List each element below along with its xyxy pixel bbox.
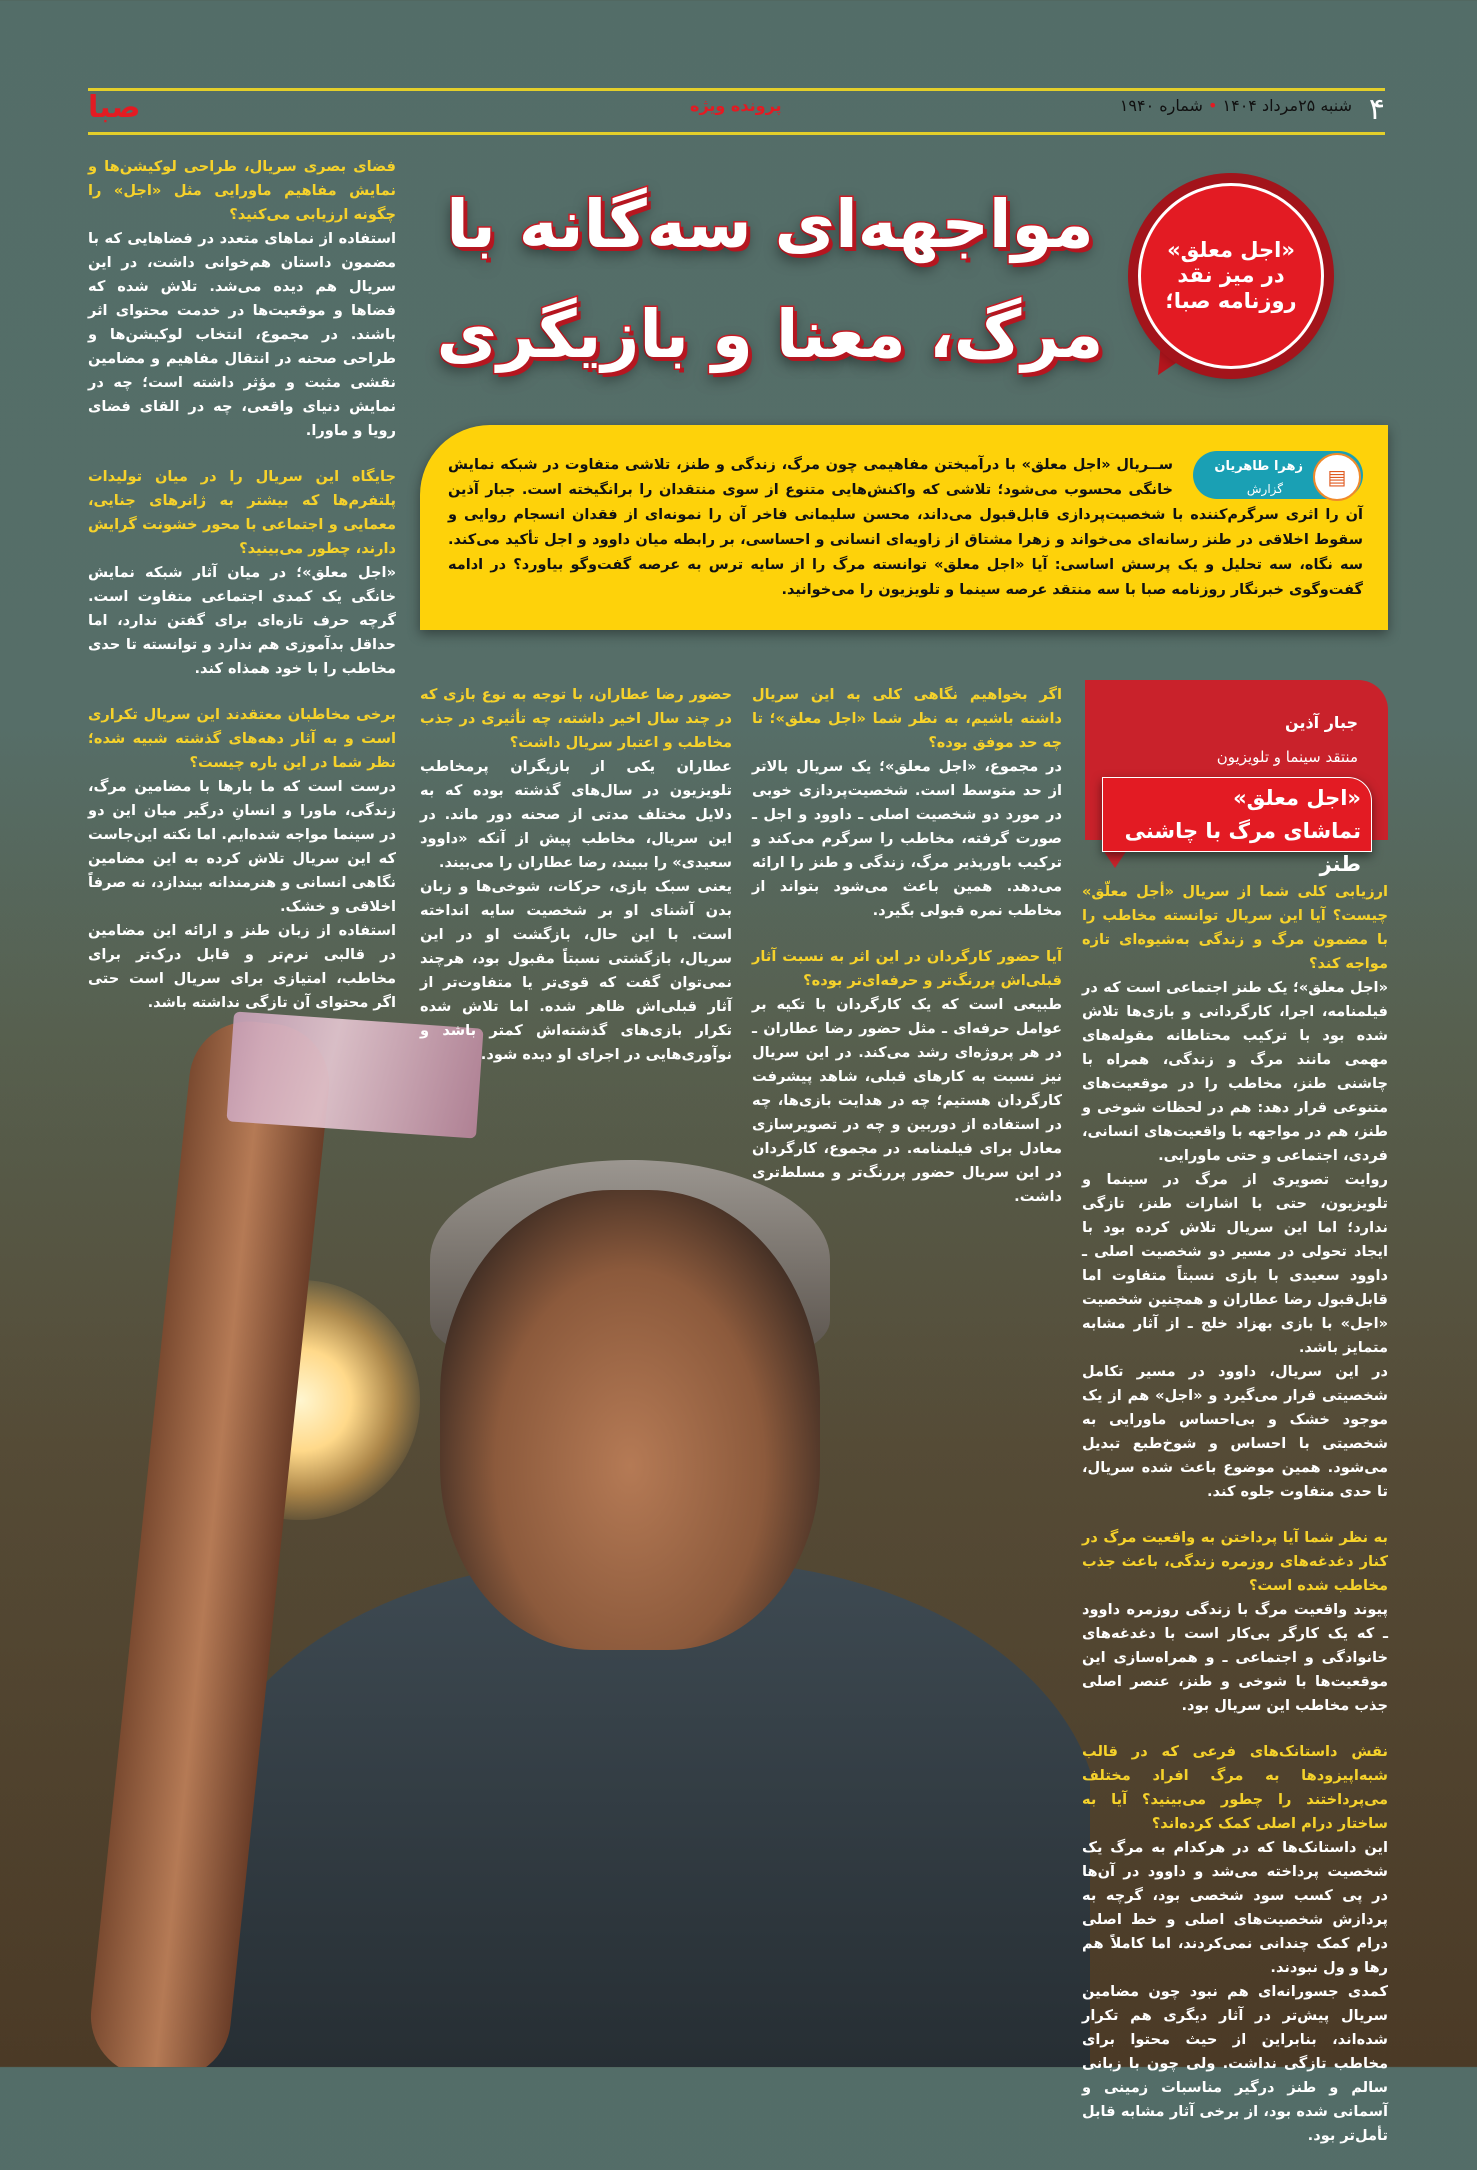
interview-answer: روایت تصویری از مرگ در سینما و تلویزیون، حتی با اشارات طنز، تازگی ندارد؛ اما این سریال تلاش کرده بود با ایجاد تحولی در مسیر دو شخصیت اصلی ـ داوود سعیدی با بازی نسبتاً متفاوت اما قابل‌قبول رضا عطاران و همچنین شخصیت «اجل» با بازی بهزاد خلج ـ از آثار مشابه متمایز باشد. bbox=[1082, 1171, 1388, 1356]
qa-block bbox=[88, 155, 396, 443]
critic-headline-line: تماشای مرگ با چاشنی طنز bbox=[1124, 819, 1361, 876]
page-number: ۴ bbox=[1368, 92, 1385, 127]
critic-role: منتقد سینما و تلویزیون bbox=[1216, 748, 1358, 766]
qa-block bbox=[752, 945, 1062, 1209]
interview-answer: پیوند واقعیت مرگ با زندگی روزمره داوود ـ که یک کارگر بی‌کار است با دغدغه‌های خانوادگی و اجتماعی ـ و همراه‌سازی این موقعیت‌ها با شوخی و طنز، عنصر اصلی جذب مخاطب این سریال بود. bbox=[1082, 1601, 1388, 1714]
reporter-badge bbox=[1193, 451, 1363, 503]
issue-info bbox=[1120, 96, 1352, 115]
header-rule-top bbox=[88, 88, 1385, 91]
interview-answer: درست است که ما بارها با مضامین مرگ، زندگی، ماورا و انسانِ درگیر میان این دو در سینما مواجه شده‌ایم. اما نکته این‌جاست که این سریال تلاش کرده به این مضامین نگاهی انسانی و هنرمندانه بیندازد، نه صرفاً اخلاقی و خشک. bbox=[88, 778, 396, 915]
interview-answer: طبیعی است که یک کارگردان با تکیه بر عوامل حرفه‌ای ـ مثل حضور رضا عطاران ـ در هر پروژه‌ای رشد می‌کند. در این سریال نیز نسبت به کارهای قبلی، شاهد پیشرفت کارگردان هستیم؛ چه در هدایت بازی‌ها، چه در استفاده از دوربین و چه در تصویرسازی معادل برای فیلمنامه. در مجموع، کارگردان در این سریال حضور پررنگ‌تر و مسلط‌تری داشت. bbox=[752, 996, 1062, 1205]
qa-block bbox=[420, 683, 732, 1067]
interview-answer: کمدی جسورانه‌ای هم نبود چون مضامین سریال پیش‌تر در آثار دیگری هم تکرار شده‌اند، بنابراین از حیث محتوا برای مخاطب تازگی نداشت. ولی چون با زبانی سالم و طنز درگیر مناسبات زمینی و آسمانی شده بود، از برخی آثار مشابه قابل تأمل‌تر بود. bbox=[1082, 1983, 1388, 2144]
section-label: پرونده ویژه bbox=[690, 96, 782, 115]
interview-question: اگر بخواهیم نگاهی کلی به این سریال داشته باشیم، به نظر شما «اجل معلق»؛ تا چه حد موفق بوده؟ bbox=[752, 686, 1062, 751]
critic-headline bbox=[1102, 777, 1372, 876]
interview-question: برخی مخاطبان معتقدند این سریال تکراری است و به آثار دهه‌های گذشته شبیه شده؛ نظر شما در این باره چیست؟ bbox=[88, 706, 396, 771]
critic-name: جبار آذین bbox=[1285, 713, 1358, 732]
interview-question: نقش داستانک‌های فرعی که در قالب شبه‌اپیزودها به مرگ افراد مختلف می‌پرداختند را چطور می‌بینید؟ آیا به ساختار درام اصلی کمک کرده‌اند؟ bbox=[1082, 1743, 1388, 1832]
bullet: • bbox=[1207, 96, 1218, 115]
interview-question: حضور رضا عطاران، با توجه به نوع بازی که در چند سال اخیر داشته، چه تأثیری در جذب مخاطب و اعتبار سریال داشت؟ bbox=[420, 686, 732, 751]
qa-block bbox=[1082, 1740, 1388, 2148]
interview-question: آیا حضور کارگردان در این اثر به نسبت آثار قبلی‌اش پررنگ‌تر و حرفه‌ای‌تر بوده؟ bbox=[752, 948, 1062, 989]
interview-answer: این داستانک‌ها که در هرکدام به مرگ یک شخصیت پرداخته می‌شد و داوود در آن‌ها در پی کسب سود شخصی بود، گرچه به پردازش شخصیت‌های اصلی و خط اصلی درام کمک چندانی نمی‌کردند، اما کاملاً هم رها و ول نبودند. bbox=[1082, 1839, 1388, 1976]
column-middle-left bbox=[420, 683, 732, 1089]
interview-question: فضای بصری سریال، طراحی لوکیشن‌ها و نمایش مفاهیم ماورایی مثل «اجل» را چگونه ارزیابی می‌کنید؟ bbox=[88, 158, 396, 223]
interview-answer: یعنی سبک بازی، حرکات، شوخی‌ها و زبان بدن آشنای او بر شخصیت سایه انداخته است. با این حال، بازگشت او در این سریال، بازگشتی نسبتاً مقبول بود، هرچند نمی‌توان گفت که قوی‌تر یا متفاوت‌تر از آثار قبلی‌اش ظاهر شده. اما تلاش شده تکرار بازی‌های گذشته‌اش کمتر باشد و نوآوری‌هایی در اجرای او دیده شود. bbox=[420, 878, 732, 1063]
qa-block bbox=[88, 465, 396, 681]
qa-block bbox=[1082, 880, 1388, 1504]
date: شنبه ۲۵مرداد ۱۴۰۴ bbox=[1222, 96, 1352, 115]
interview-answer: در این سریال، داوود در مسیر تکامل شخصیتی قرار می‌گیرد و «اجل» هم از یک موجود خشک و بی‌احساس ماورایی به شخصیتی با احساس و شوخ‌طبع تبدیل می‌شود. همین موضوع باعث شده سریال، تا حدی متفاوت جلوه کند. bbox=[1082, 1363, 1388, 1500]
interview-question: جایگاه این سریال را در میان تولیدات پلتفرم‌ها که بیشتر به ژانرهای جنایی، معمایی و اجتماعی با محور خشونت گرایش دارند، چطور می‌بینید؟ bbox=[88, 468, 396, 557]
header-rule-bottom bbox=[88, 132, 1385, 135]
reporter-name: زهرا طاهریان bbox=[1214, 459, 1303, 474]
interview-answer: «اجل معلق»؛ یک طنز اجتماعی است که در فیلمنامه، اجرا، کارگردانی و بازی‌ها تلاش شده بود با ترکیب محتاطانه مقوله‌های مهمی مانند مرگ و زندگی، همراه با چاشنی طنز، مخاطب را در موقعیت‌های متنوعی قرار دهد: هم در لحظات شوخی و طنز، هم در مواجهه با واقعیت‌های انسانی، فردی، اجتماعی و حتی ماورایی. bbox=[1082, 979, 1388, 1164]
qa-block bbox=[88, 703, 396, 1015]
qa-block bbox=[752, 683, 1062, 923]
qa-block bbox=[1082, 1526, 1388, 1718]
headline-line-2: مرگ، معنا و بازیگری bbox=[436, 296, 1104, 373]
document-icon: ▤ bbox=[1313, 453, 1361, 501]
interview-answer: در مجموع، «اجل معلق»؛ یک سریال بالاتر از حد متوسط است. شخصیت‌پردازی خوبی در مورد دو شخصیت اصلی ـ داوود و اجل ـ صورت گرفته، مخاطب را سرگرم می‌کند و ترکیب باورپذیر مرگ، زندگی و طنز را ارائه می‌دهد. همین باعث می‌شود بتواند از مخاطب نمره قبولی بگیرد. bbox=[752, 758, 1062, 919]
bubble-line: روزنامه صبا؛ bbox=[1165, 288, 1297, 313]
kicker-bubble bbox=[1138, 183, 1324, 369]
column-right bbox=[1082, 880, 1388, 2170]
interview-answer: عطاران یکی از بازیگران پرمخاطب تلویزیون در سال‌های گذشته بوده که به دلایل مختلف مدتی از صحنه دور ماند. در این سریال، مخاطب پیش از آنکه «داوود سعیدی» را ببیند، رضا عطاران را می‌بیند. bbox=[420, 758, 732, 871]
bubble-line: «اجل معلق» bbox=[1167, 238, 1295, 263]
interview-answer: استفاده از نماهای متعدد در فضاهایی که با مضمون داستان هم‌خوانی داشت، در این سریال هم دیده می‌شد. تلاش شده که فضاها و موقعیت‌ها در خدمت محتوای اثر باشند. در مجموع، انتخاب لوکیشن‌ها و طراحی صحنه در انتقال مفاهیم و مضامین نقشی مثبت و مؤثر داشته است؛ چه در نمایش دنیای واقعی، چه در القای فضای رویا و ماورا. bbox=[88, 230, 396, 439]
interview-question: به نظر شما آیا پرداختن به واقعیت مرگ در کنار دغدغه‌های روزمره زندگی، باعث جذب مخاطب شده است؟ bbox=[1082, 1529, 1388, 1594]
interview-answer: «اجل معلق»؛ در میان آثار شبکه نمایش خانگی یک کمدی اجتماعی متفاوت است. گرچه حرف تازه‌ای برای گفتن ندارد، اما حداقل بدآموزی هم ندارد و توانسته تا حدی مخاطب را با خود همذاه کند. bbox=[88, 564, 396, 677]
column-left bbox=[88, 155, 396, 1037]
lead-box bbox=[420, 425, 1388, 630]
issue-number: شماره ۱۹۴۰ bbox=[1119, 96, 1203, 115]
lead-text-wrap bbox=[448, 453, 1363, 603]
newspaper-logo: صبا bbox=[88, 90, 141, 125]
headline-line-1: مواجهه‌ای سه‌گانه با bbox=[446, 186, 1094, 263]
lead-text: ســریال «اجل معلق» با درآمیختن مفاهیمی چون مرگ، زندگی و طنز، تلاشی متفاوت در شبکه نمایش خانگی محسوب می‌شود؛ تلاشی که واکنش‌هایی متنوع از سوی منتقدان را برانگیخته است. جبار آذین آن را اثری سرگرم‌کننده با شخصیت‌پردازی قابل‌قبول می‌داند، محسن سلیمانی فاخر آن را نمونه‌ای از فقدان انسجام روایی و سقوط اخلاقی در طنز رسانه‌ای می‌خواند و زهرا مشتاق از زاویه‌ای انسانی و احساسی، بر رابطه میان داوود و اجل تأکید می‌کند. سه نگاه، سه تحلیل و یک پرسش اساسی: آیا «اجل معلق» توانسته مرگ را از سایه ترس به عرصه گفت‌وگو بیاورد؟ در ادامه گفت‌وگوی خبرنگار روزنامه صبا با سه منتقد عرصه سینما و تلویزیون را می‌خوانید. bbox=[448, 457, 1363, 598]
actor-face bbox=[440, 1190, 820, 1650]
column-middle-right bbox=[752, 683, 1062, 1231]
reporter-role: گزارش bbox=[1246, 482, 1283, 496]
interview-answer: استفاده از زبان طنز و ارائه این مضامین در قالبی نرم‌تر و قابل درک‌تر برای مخاطب، امتیازی برای سریال است حتی اگر محتوای آن تازگی نداشته باشد. bbox=[88, 922, 396, 1011]
bubble-line: در میز نقد bbox=[1177, 263, 1285, 288]
critic-headline-line: «اجل معلق» bbox=[1233, 786, 1361, 810]
interview-question: ارزیابی کلی شما از سریال «أجل معلّق» چیست؟ آیا این سریال توانسته مخاطب را با مضمون مرگ و زندگی به‌شیوه‌ای تازه مواجه کند؟ bbox=[1082, 883, 1388, 972]
